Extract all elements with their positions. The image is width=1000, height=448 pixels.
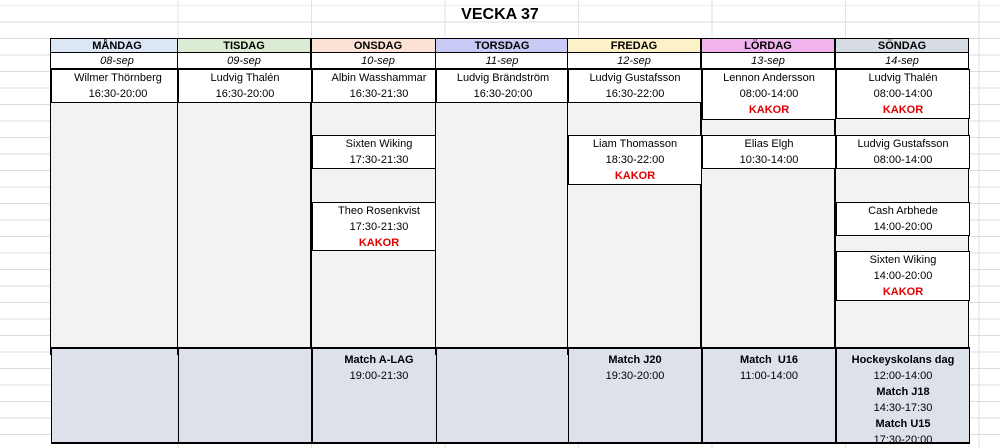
- shift-time: 17:30-21:30: [349, 221, 409, 233]
- event-time: 19:00-21:30: [349, 370, 409, 382]
- shift-name: Albin Wasshammar: [331, 72, 427, 84]
- day-date-monday: 08-sep: [50, 53, 184, 69]
- day-date-saturday: 13-sep: [701, 53, 835, 69]
- shift-time: 08:00-14:00: [739, 88, 799, 100]
- events-cell-thursday[interactable]: [436, 347, 570, 444]
- shift-time: 16:30-21:30: [349, 88, 409, 100]
- shift-name: Lennon Andersson: [723, 72, 815, 84]
- shift-time: 18:30-22:00: [605, 154, 665, 166]
- day-date-wednesday: 10-sep: [311, 53, 445, 69]
- kakor-note: KAKOR: [614, 170, 656, 182]
- shift-card[interactable]: [702, 69, 836, 120]
- shift-name: Ludvig Thalén: [210, 72, 280, 84]
- shift-time: 10:30-14:00: [739, 154, 799, 166]
- shift-time: 16:30-22:00: [605, 88, 665, 100]
- day-body-saturday: [701, 69, 835, 382]
- event-title: Match J20: [608, 354, 662, 366]
- events-cell-saturday[interactable]: [702, 347, 836, 444]
- shift-card[interactable]: [178, 69, 312, 103]
- shift-card[interactable]: [568, 135, 702, 185]
- event-title: Match U15: [875, 418, 931, 430]
- shift-card[interactable]: [312, 69, 446, 103]
- shift-card[interactable]: [836, 251, 970, 301]
- shift-name: Ludvig Thalén: [868, 72, 938, 84]
- day-body-wednesday: [311, 69, 445, 382]
- day-column-thursday: [435, 38, 569, 100]
- event-time: 17:30-20:00: [873, 434, 933, 446]
- shift-name: Sixten Wiking: [869, 254, 937, 266]
- day-body-sunday: [835, 69, 969, 446]
- event-time: 19:30-20:00: [605, 370, 665, 382]
- events-cell-wednesday[interactable]: [312, 347, 446, 444]
- shift-name: Ludvig Brändström: [456, 72, 550, 84]
- shift-card[interactable]: [312, 202, 446, 251]
- shift-time: 17:30-21:30: [349, 154, 409, 166]
- day-date-tuesday: 09-sep: [177, 53, 311, 69]
- day-column-sunday: [835, 38, 969, 446]
- event-title: Match U16: [739, 354, 799, 366]
- events-cell-friday[interactable]: [568, 347, 702, 444]
- events-cell-sunday[interactable]: [836, 347, 970, 444]
- shift-time: 08:00-14:00: [873, 154, 933, 166]
- event-time: 12:00-14:00: [873, 370, 933, 382]
- shift-name: Ludvig Gustafsson: [589, 72, 681, 84]
- week-title: VECKA 37: [461, 6, 539, 23]
- shift-time: 16:30-20:00: [473, 88, 533, 100]
- events-cell-monday[interactable]: [51, 347, 185, 444]
- kakor-note: KAKOR: [748, 104, 790, 116]
- day-header-tuesday[interactable]: TISDAG: [177, 38, 311, 53]
- shift-name: Liam Thomasson: [592, 138, 678, 150]
- event-time: 11:00-14:00: [740, 370, 798, 382]
- day-body-thursday: [435, 69, 569, 355]
- shift-name: Ludvig Gustafsson: [857, 138, 949, 150]
- day-column-saturday: [701, 38, 835, 382]
- shift-card[interactable]: [51, 69, 185, 103]
- event-title: Match J18: [876, 386, 930, 398]
- shift-card[interactable]: [836, 135, 970, 169]
- shift-name: Wilmer Thörnberg: [74, 72, 162, 84]
- shift-card[interactable]: [436, 69, 570, 103]
- shift-time: 16:30-20:00: [88, 88, 148, 100]
- kakor-note: KAKOR: [882, 286, 924, 298]
- shift-card[interactable]: [836, 69, 970, 119]
- shift-card[interactable]: [312, 135, 446, 169]
- day-column-monday: [50, 38, 184, 100]
- day-date-thursday: 11-sep: [435, 53, 569, 69]
- day-header-monday[interactable]: MÅNDAG: [50, 38, 184, 53]
- day-body-monday: [50, 69, 184, 355]
- day-column-tuesday: [177, 38, 311, 100]
- day-body-tuesday: [177, 69, 311, 355]
- shift-name: Theo Rosenkvist: [338, 205, 420, 217]
- shift-name: Elias Elgh: [744, 138, 794, 150]
- day-header-saturday[interactable]: LÖRDAG: [701, 38, 835, 53]
- shift-card[interactable]: [568, 69, 702, 103]
- event-title: Match A-LAG: [344, 354, 414, 366]
- day-body-friday: [567, 69, 701, 382]
- event-time: 14:30-17:30: [873, 402, 933, 414]
- day-column-friday: [567, 38, 701, 382]
- day-header-thursday[interactable]: TORSDAG: [435, 38, 569, 53]
- day-header-friday[interactable]: FREDAG: [567, 38, 701, 53]
- shift-time: 08:00-14:00: [873, 88, 933, 100]
- shift-card[interactable]: [702, 135, 836, 169]
- shift-name: Cash Arbhede: [868, 205, 938, 217]
- shift-card[interactable]: [836, 202, 970, 236]
- day-header-wednesday[interactable]: ONSDAG: [311, 38, 445, 53]
- shift-time: 14:00-20:00: [873, 221, 933, 233]
- shift-time: 16:30-20:00: [215, 88, 275, 100]
- shift-name: Sixten Wiking: [345, 138, 413, 150]
- day-date-sunday: 14-sep: [835, 53, 969, 69]
- day-column-wednesday: [311, 38, 445, 382]
- day-header-sunday[interactable]: SÖNDAG: [835, 38, 969, 53]
- event-title: Hockeyskolans dag: [851, 354, 955, 366]
- day-date-friday: 12-sep: [567, 53, 701, 69]
- events-cell-tuesday[interactable]: [178, 347, 312, 444]
- shift-time: 14:00-20:00: [873, 270, 933, 282]
- kakor-note: KAKOR: [358, 237, 400, 249]
- kakor-note: KAKOR: [882, 104, 924, 116]
